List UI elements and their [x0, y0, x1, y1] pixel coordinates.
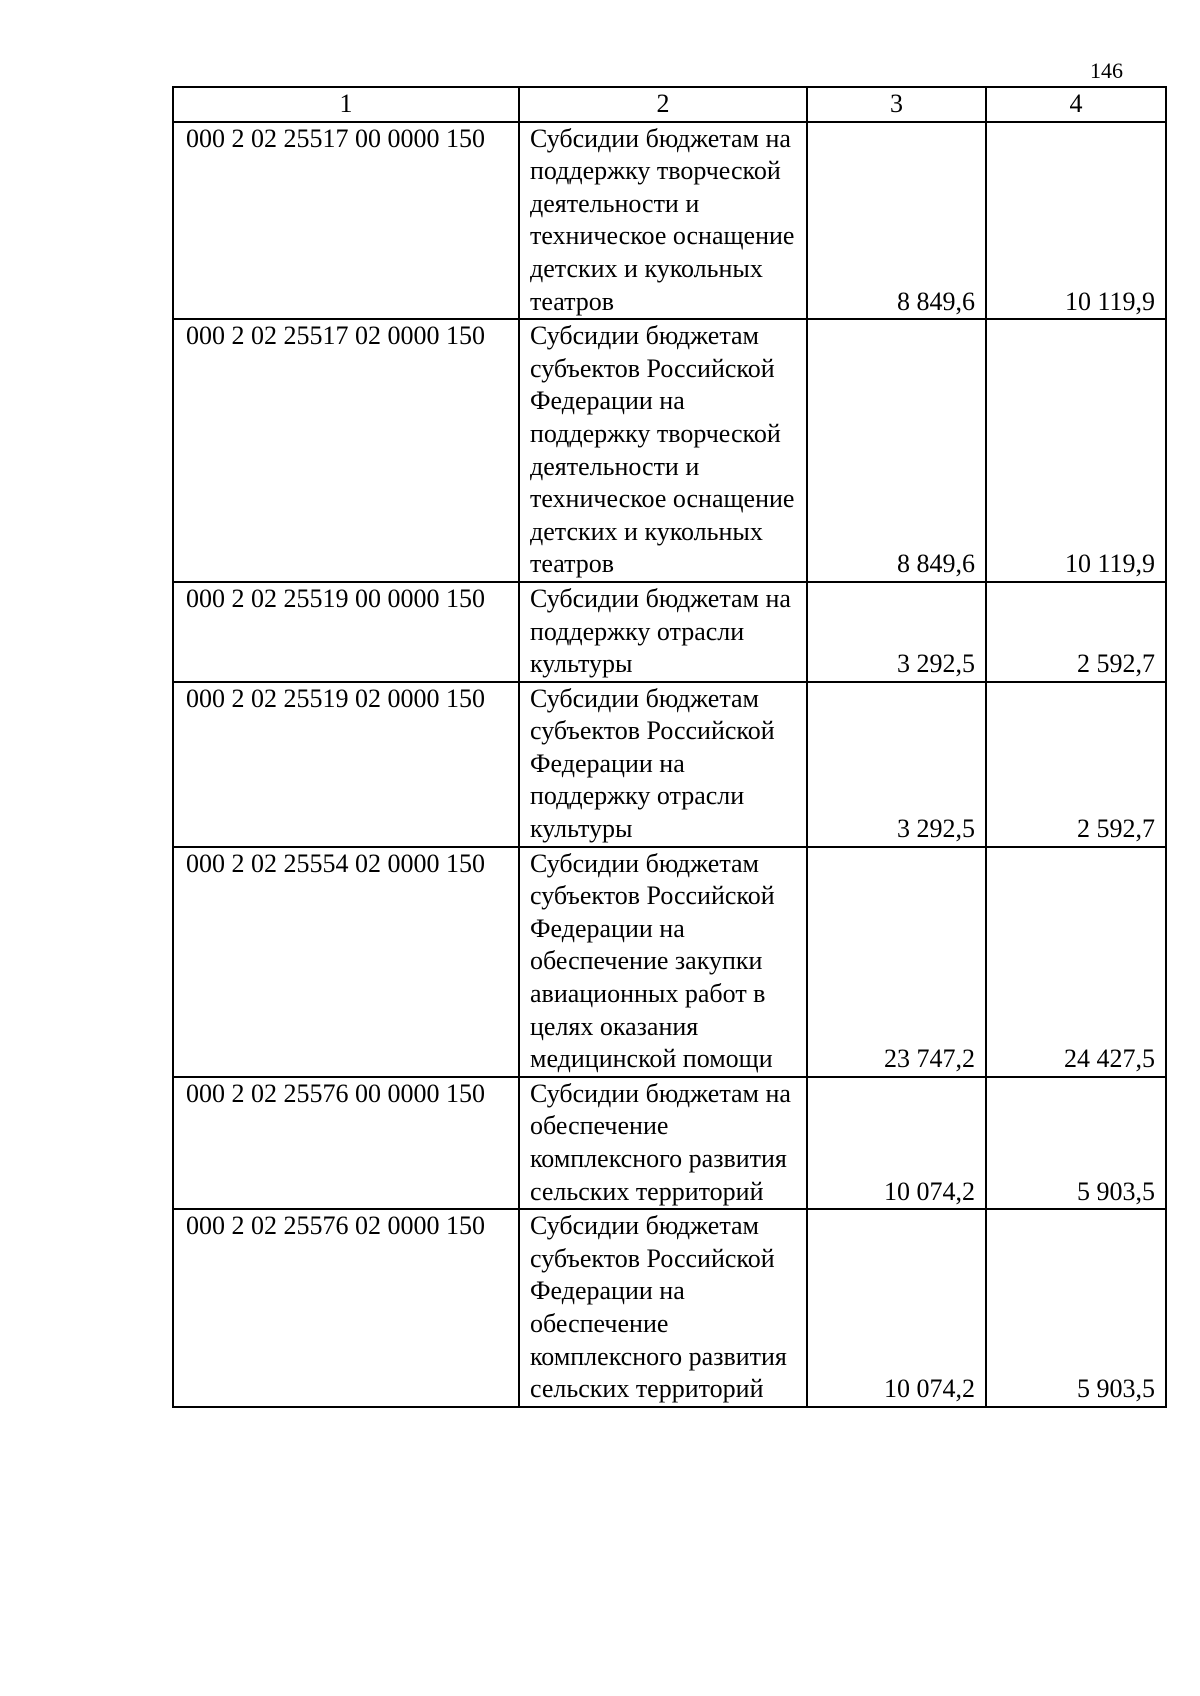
table-row — [173, 319, 1166, 582]
table-row — [173, 582, 1166, 682]
value-column-4-cell: 24 427,5 — [986, 847, 1166, 1077]
value-column-4-cell: 10 119,9 — [986, 122, 1166, 320]
budget-code-cell: 000 2 02 25554 02 0000 150 — [173, 847, 519, 1077]
value-column-3-cell: 3 292,5 — [807, 582, 986, 682]
table-row — [173, 1077, 1166, 1209]
budget-code-cell: 000 2 02 25576 00 0000 150 — [173, 1077, 519, 1209]
budget-code-cell: 000 2 02 25517 00 0000 150 — [173, 122, 519, 320]
page-number: 146 — [1090, 58, 1123, 83]
value-column-3-cell: 10 074,2 — [807, 1209, 986, 1407]
table-row — [173, 1209, 1166, 1407]
value-column-4-cell: 2 592,7 — [986, 682, 1166, 847]
value-column-4-cell: 5 903,5 — [986, 1077, 1166, 1209]
value-column-4-cell: 2 592,7 — [986, 582, 1166, 682]
value-column-4-cell: 5 903,5 — [986, 1209, 1166, 1407]
description-cell: Субсидии бюджетам субъектов Российской Федерации на обеспечение закупки авиационных работ в целях оказания медицинской помощи — [519, 847, 807, 1077]
column-header-1: 1 — [173, 87, 519, 122]
budget-code-cell: 000 2 02 25519 00 0000 150 — [173, 582, 519, 682]
table-row — [173, 847, 1166, 1077]
budget-table — [172, 86, 1167, 1408]
table-header-row — [173, 87, 1166, 122]
value-column-3-cell: 8 849,6 — [807, 319, 986, 582]
column-header-3: 3 — [807, 87, 986, 122]
value-column-3-cell: 3 292,5 — [807, 682, 986, 847]
description-cell: Субсидии бюджетам на поддержку творческой деятельности и техническое оснащение детских и кукольных театров — [519, 122, 807, 320]
column-header-4: 4 — [986, 87, 1166, 122]
description-cell: Субсидии бюджетам на обеспечение комплексного развития сельских территорий — [519, 1077, 807, 1209]
budget-code-cell: 000 2 02 25517 02 0000 150 — [173, 319, 519, 582]
budget-code-cell: 000 2 02 25576 02 0000 150 — [173, 1209, 519, 1407]
value-column-3-cell: 23 747,2 — [807, 847, 986, 1077]
description-cell: Субсидии бюджетам на поддержку отрасли культуры — [519, 582, 807, 682]
budget-code-cell: 000 2 02 25519 02 0000 150 — [173, 682, 519, 847]
table-row — [173, 122, 1166, 320]
value-column-3-cell: 10 074,2 — [807, 1077, 986, 1209]
value-column-3-cell: 8 849,6 — [807, 122, 986, 320]
description-cell: Субсидии бюджетам субъектов Российской Федерации на обеспечение комплексного развития сельских территорий — [519, 1209, 807, 1407]
table-row — [173, 682, 1166, 847]
value-column-4-cell: 10 119,9 — [986, 319, 1166, 582]
description-cell: Субсидии бюджетам субъектов Российской Федерации на поддержку творческой деятельности и техническое оснащение детских и кукольных театров — [519, 319, 807, 582]
description-cell: Субсидии бюджетам субъектов Российской Федерации на поддержку отрасли культуры — [519, 682, 807, 847]
column-header-2: 2 — [519, 87, 807, 122]
